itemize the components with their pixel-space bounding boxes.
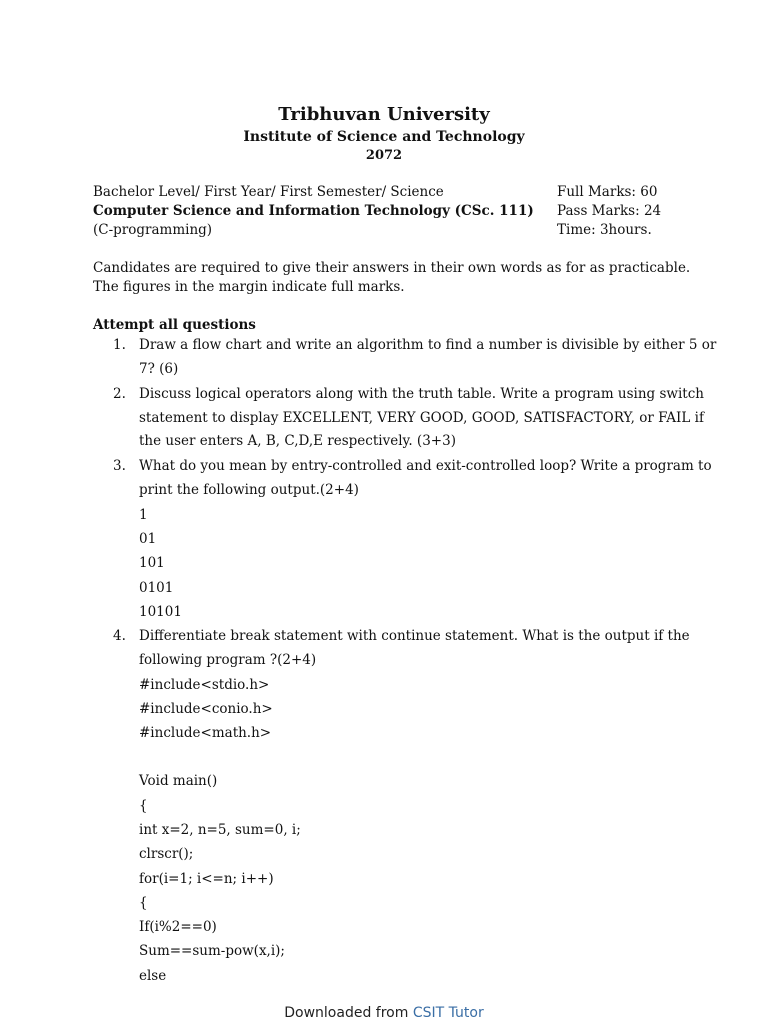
code-line: If(i%2==0) (139, 919, 217, 935)
code-line: #include<math.h> (139, 725, 272, 741)
question-line: 7? (6) (139, 361, 179, 377)
code-line: clrscr(); (139, 846, 194, 862)
institute-name: Institute of Science and Technology (243, 129, 525, 145)
download-footer (0, 1005, 768, 1021)
code-line: { (139, 798, 148, 814)
code-line: Void main() (139, 773, 218, 789)
code-line: Sum==sum-pow(x,i); (139, 943, 285, 959)
question-line: What do you mean by entry-controlled and exit-controlled loop? Write a program to (139, 458, 712, 474)
csit-tutor-link[interactable]: CSIT Tutor (412, 1005, 484, 1021)
footer-prefix: Downloaded from (284, 1005, 413, 1021)
instruction-line: Candidates are required to give their answers in their own words as for as practicable. (93, 260, 691, 276)
output-line: 01 (139, 531, 157, 547)
code-line: for(i=1; i<=n; i++) (139, 871, 274, 887)
output-line: 1 (139, 507, 148, 523)
question-number: 3. (113, 458, 126, 474)
code-line: else (139, 968, 167, 984)
question-number: 1. (113, 337, 126, 353)
output-line: 10101 (139, 604, 182, 620)
subject-text: (C-programming) (93, 222, 213, 238)
question-number: 2. (113, 386, 126, 402)
code-line: { (139, 895, 148, 911)
code-line: #include<conio.h> (139, 701, 273, 717)
pass-marks: Pass Marks: 24 (557, 203, 662, 219)
code-line: int x=2, n=5, sum=0, i; (139, 822, 301, 838)
question-line: statement to display EXCELLENT, VERY GOOD, GOOD, SATISFACTORY, or FAIL if (139, 410, 704, 426)
full-marks: Full Marks: 60 (557, 184, 658, 200)
exam-time: Time: 3hours. (557, 222, 652, 238)
level-text: Bachelor Level/ First Year/ First Semester/ Science (93, 184, 444, 200)
question-line: Discuss logical operators along with the truth table. Write a program using switch (139, 386, 704, 402)
question-line: print the following output.(2+4) (139, 482, 359, 498)
output-line: 0101 (139, 580, 174, 596)
question-line: Differentiate break statement with continue statement. What is the output if the (139, 628, 690, 644)
instruction-line: The figures in the margin indicate full marks. (93, 279, 405, 295)
question-line: the user enters A, B, C,D,E respectively. (3+3) (139, 433, 456, 449)
exam-year: 2072 (365, 148, 403, 163)
question-number: 4. (113, 628, 126, 644)
university-title: Tribhuvan University (278, 104, 490, 125)
code-line: #include<stdio.h> (139, 677, 270, 693)
output-line: 101 (139, 555, 165, 571)
question-line: Draw a flow chart and write an algorithm to find a number is divisible by either 5 or (139, 337, 717, 353)
question-line: following program ?(2+4) (139, 652, 317, 668)
course-title: Computer Science and Information Technology (CSc. 111) (93, 203, 534, 219)
section-heading: Attempt all questions (93, 317, 256, 333)
